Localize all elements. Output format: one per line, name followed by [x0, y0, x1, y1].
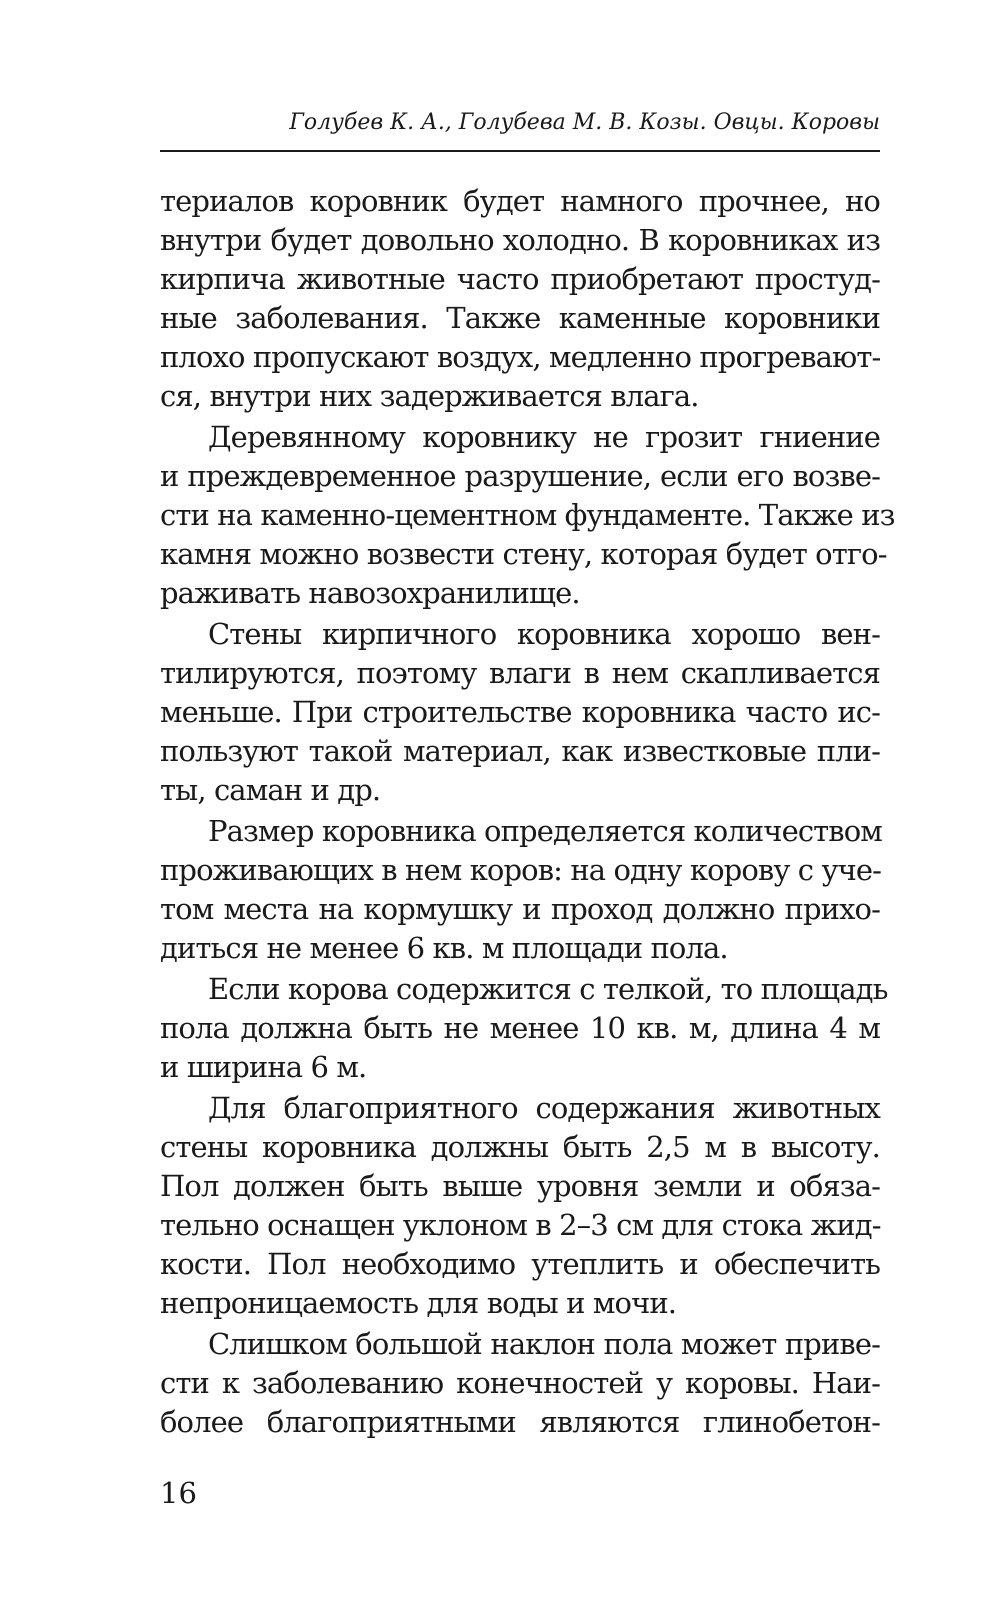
text-line: ся, внутри них задерживается влага. — [160, 379, 699, 413]
paragraph — [160, 418, 895, 613]
paragraph — [160, 1325, 880, 1442]
text-line: более благоприятными являются глинобетон- — [160, 1405, 880, 1439]
text-line: сти к заболеванию конечностей у коровы. Наи- — [160, 1366, 880, 1400]
paragraph — [160, 812, 880, 968]
running-header — [160, 106, 880, 152]
running-title: Голубев К. А., Голубева М. В. Козы. Овцы. Коровы — [289, 110, 880, 135]
text-line: тилируются, поэтому влаги в нем скапливается — [160, 656, 880, 690]
text-line: внутри будет довольно холодно. В коровниках из — [160, 223, 880, 257]
text-line: непроницаемость для воды и мочи. — [160, 1286, 677, 1320]
text-line: Деревянному коровнику не грозит гниение — [208, 420, 880, 454]
text-line: диться не менее 6 кв. м площади пола. — [160, 931, 728, 965]
body-text — [160, 182, 895, 1442]
text-line: камня можно возвести стену, которая будет отго- — [160, 537, 887, 571]
text-line: пола должна быть не менее 10 кв. м, длина 4 м — [160, 1011, 880, 1045]
text-line: Для благоприятного содержания животных — [208, 1091, 880, 1125]
text-line: Слишком большой наклон пола может приве- — [208, 1327, 880, 1361]
text-line: кости. Пол необходимо утеплить и обеспечить — [160, 1247, 880, 1281]
text-line: ты, саман и др. — [160, 773, 381, 807]
text-line: Стены кирпичного коровника хорошо вен- — [208, 617, 880, 651]
text-line: ные заболевания. Также каменные коровники — [160, 301, 880, 335]
text-line: териалов коровник будет намного прочнее, но — [160, 184, 880, 218]
text-line: сти на каменно-цементном фундаменте. Также из — [160, 498, 895, 532]
text-line: том места на кормушку и проход должно прихо- — [160, 892, 880, 926]
text-line: тельно оснащен уклоном в 2–3 см для стока жид- — [160, 1208, 881, 1242]
paragraph — [160, 1089, 880, 1323]
page-number: 16 — [160, 1476, 197, 1510]
text-line: Размер коровника определяется количеством — [208, 814, 882, 848]
text-line: меньше. При строительстве коровника часто ис- — [160, 695, 880, 729]
paragraph — [160, 182, 880, 416]
text-line: пользуют такой материал, как известковые пли- — [160, 734, 880, 768]
text-line: Пол должен быть выше уровня земли и обяза- — [160, 1169, 880, 1203]
text-line: Если корова содержится с телкой, то площадь — [208, 972, 888, 1006]
text-line: и преждевременное разрушение, если его возве- — [160, 459, 880, 493]
text-line: проживающих в нем коров: на одну корову с уче- — [160, 853, 882, 887]
paragraph — [160, 970, 888, 1087]
text-line: стены коровника должны быть 2,5 м в высоту. — [160, 1130, 880, 1164]
text-line: кирпича животные часто приобретают простуд- — [160, 262, 880, 296]
text-line: плохо пропускают воздух, медленно прогревают- — [160, 340, 881, 374]
paragraph — [160, 615, 880, 810]
text-line: и ширина 6 м. — [160, 1050, 367, 1084]
text-line: раживать навозохранилище. — [160, 576, 580, 610]
